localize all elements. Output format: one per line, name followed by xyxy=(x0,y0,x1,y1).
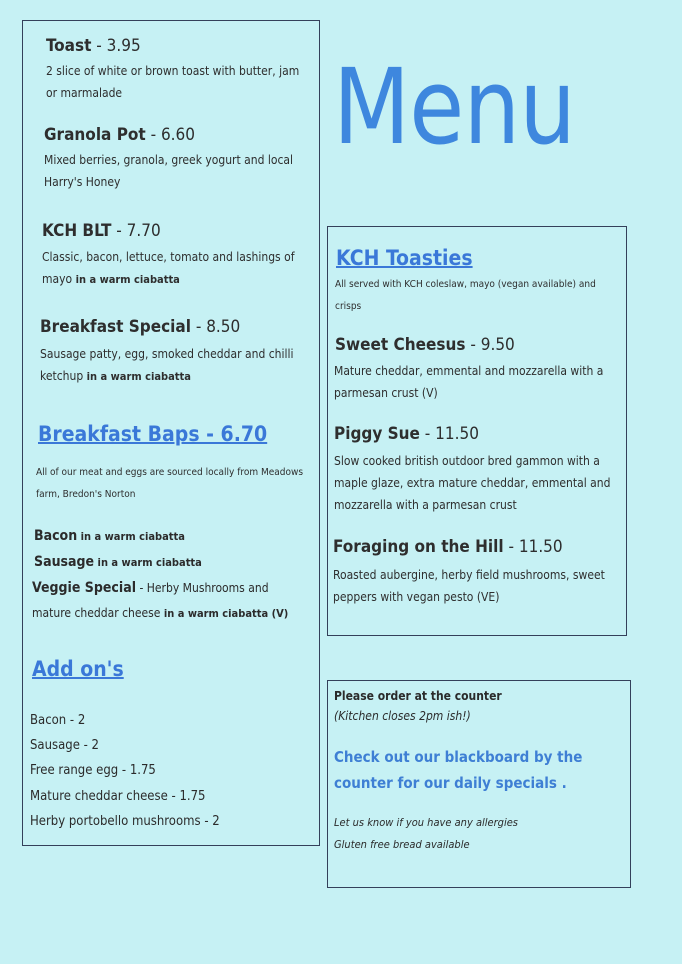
veggie-special-line2-bold: in a warm ciabatta (V) xyxy=(160,607,289,620)
bap-item-veggie-line2 xyxy=(32,601,288,626)
toastie-price: - 11.50 xyxy=(503,537,563,557)
toastie-price: - 9.50 xyxy=(465,335,515,355)
bap-item-bacon xyxy=(34,524,185,549)
veggie-special-desc: - Herby Mushrooms and xyxy=(136,581,269,595)
toasties-intro: All served with KCH coleslaw, mayo (vegan available) and crisps xyxy=(335,279,596,312)
add-on-item: Free range egg - 1.75 xyxy=(30,763,156,778)
toastie-price: - 11.50 xyxy=(419,424,479,444)
blt-desc-bold: in a warm ciabatta xyxy=(72,273,180,286)
blt-price: - 7.70 xyxy=(111,221,161,241)
kitchen-closing-note: (Kitchen closes 2pm ish!) xyxy=(334,709,471,723)
add-on-item: Sausage - 2 xyxy=(30,738,99,753)
granola-description: Mixed berries, granola, greek yogurt and local Harry's Honey xyxy=(44,153,294,189)
toastie-title-row xyxy=(335,335,515,355)
breakfast-special-title-row xyxy=(40,317,240,337)
toasties-heading: KCH Toasties xyxy=(336,246,473,270)
toastie-title: Sweet Cheesus xyxy=(335,335,466,355)
bap-item-name: Bacon xyxy=(34,528,78,544)
toast-price: - 3.95 xyxy=(91,36,141,56)
granola-title: Granola Pot xyxy=(44,125,146,145)
toast-title-row xyxy=(46,36,141,56)
bap-item-sausage xyxy=(34,550,202,575)
toastie-title-row xyxy=(333,537,563,557)
toast-description: 2 slice of white or brown toast with butter, jam or marmalade xyxy=(46,64,300,100)
bap-item-suffix: in a warm ciabatta xyxy=(77,530,185,543)
add-on-item: Herby portobello mushrooms - 2 xyxy=(30,814,220,829)
blt-description xyxy=(42,246,310,291)
breakfast-special-desc-text: Sausage patty, egg, smoked cheddar and chilli ketchup xyxy=(40,347,294,383)
veggie-special-line2: mature cheddar cheese xyxy=(32,606,161,620)
blt-title: KCH BLT xyxy=(42,221,112,241)
breakfast-special-desc-bold: in a warm ciabatta xyxy=(83,370,191,383)
toastie-description: Roasted aubergine, herby field mushrooms, sweet peppers with vegan pesto (VE) xyxy=(333,568,605,604)
toastie-description: Mature cheddar, emmental and mozzarella with a parmesan crust (V) xyxy=(334,364,604,400)
order-notice: Please order at the counter xyxy=(334,689,502,703)
add-on-item: Mature cheddar cheese - 1.75 xyxy=(30,789,206,804)
granola-price: - 6.60 xyxy=(145,125,195,145)
toastie-title: Foraging on the Hill xyxy=(333,537,504,557)
veggie-special-name: Veggie Special xyxy=(32,580,137,596)
allergies-note: Let us know if you have any allergies xyxy=(334,816,518,829)
toastie-title-row xyxy=(334,424,479,444)
menu-heading: Menu xyxy=(333,46,576,168)
breakfast-special-title: Breakfast Special xyxy=(40,317,191,337)
breakfast-special-description xyxy=(40,343,314,388)
add-on-item: Bacon - 2 xyxy=(30,713,86,728)
toast-title: Toast xyxy=(46,36,92,56)
blackboard-specials-note: Check out our blackboard by the counter for our daily specials . xyxy=(334,748,583,792)
blt-desc-text: Classic, bacon, lettuce, tomato and lashings of mayo xyxy=(42,250,295,286)
bap-item-name: Sausage xyxy=(34,554,95,570)
breakfast-baps-heading: Breakfast Baps - 6.70 xyxy=(38,422,268,446)
granola-title-row xyxy=(44,125,195,145)
breakfast-special-price: - 8.50 xyxy=(190,317,241,337)
gluten-free-note: Gluten free bread available xyxy=(334,838,470,851)
blt-title-row xyxy=(42,221,161,241)
toastie-title: Piggy Sue xyxy=(334,424,420,444)
add-ons-heading: Add on's xyxy=(32,657,124,681)
baps-sourcing-note: All of our meat and eggs are sourced locally from Meadows farm, Bredon's Norton xyxy=(36,467,304,500)
bap-item-veggie xyxy=(32,576,269,601)
toastie-description: Slow cooked british outdoor bred gammon with a maple glaze, extra mature cheddar, emmental and mozzarella with a parmesan crust xyxy=(334,454,611,512)
bap-item-suffix: in a warm ciabatta xyxy=(94,556,202,569)
